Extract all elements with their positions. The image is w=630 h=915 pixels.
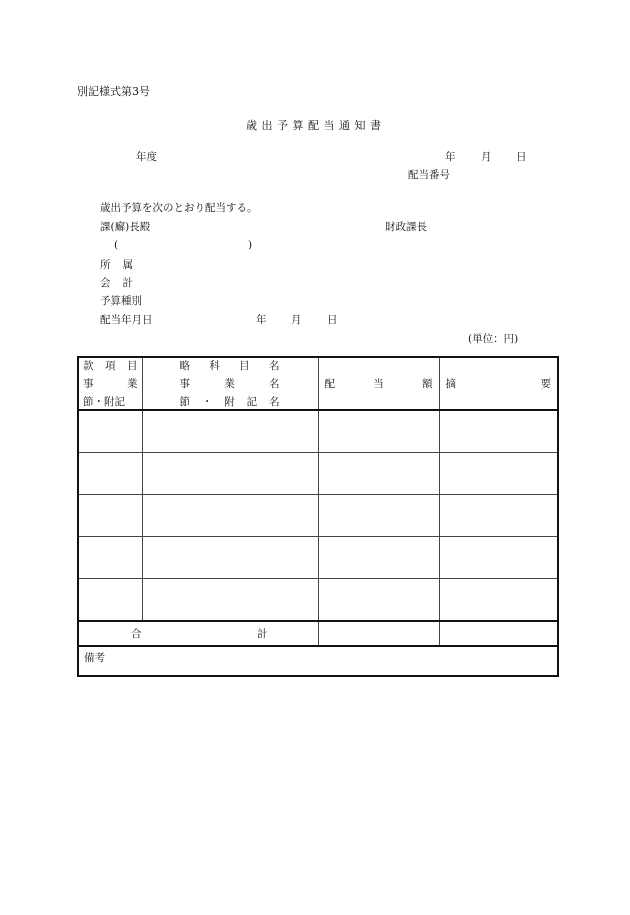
- table-header-row: [78, 357, 558, 410]
- remarks-cell[interactable]: [78, 646, 558, 676]
- table-cell[interactable]: [78, 410, 142, 453]
- table-cell[interactable]: [142, 495, 318, 537]
- paren-open: (: [114, 239, 119, 251]
- total-amount-cell[interactable]: [318, 621, 439, 646]
- remarks-label: 備考: [84, 652, 105, 664]
- table-cell[interactable]: [142, 410, 318, 453]
- allocation-date-day: 日: [327, 314, 338, 326]
- allocation-date-month: 月: [291, 314, 302, 326]
- body-text: 歳出予算を次のとおり配当する。: [100, 202, 258, 214]
- total-row: [78, 621, 558, 646]
- allocation-date-label: 配当年月日: [100, 314, 153, 326]
- table-cell[interactable]: [439, 537, 558, 579]
- table-cell[interactable]: [318, 579, 439, 622]
- total-remarks-cell[interactable]: [439, 621, 558, 646]
- header-item-name: 略 科 目 名 事 業 名 節 ・ 附 記 名: [142, 357, 318, 410]
- header-allocation-amount: 配 当 額: [318, 357, 439, 410]
- paren-close: ): [248, 239, 253, 251]
- date-day-label: 日: [516, 151, 527, 163]
- table-cell[interactable]: [142, 579, 318, 622]
- table-row: [78, 579, 558, 622]
- addressee: 課(廨)長殿: [100, 221, 151, 233]
- table-cell[interactable]: [439, 453, 558, 495]
- table-cell[interactable]: [142, 537, 318, 579]
- table-row: [78, 453, 558, 495]
- fiscal-year-label: 年度: [136, 151, 157, 163]
- table-cell[interactable]: [142, 453, 318, 495]
- form-number: 別記様式第3号: [77, 85, 150, 98]
- header-remarks: 摘 要: [439, 357, 558, 410]
- allocation-table: [77, 356, 559, 677]
- date-year-label: 年: [445, 151, 456, 163]
- affiliation-label: 所 属: [100, 259, 133, 271]
- remarks-row: [78, 646, 558, 676]
- table-cell[interactable]: [318, 495, 439, 537]
- total-label: 合 計: [78, 621, 318, 646]
- table-row: [78, 537, 558, 579]
- table-cell[interactable]: [439, 410, 558, 453]
- allocation-date-year: 年: [256, 314, 267, 326]
- table-cell[interactable]: [78, 453, 142, 495]
- table-cell[interactable]: [78, 537, 142, 579]
- table-cell[interactable]: [78, 495, 142, 537]
- table-row: [78, 410, 558, 453]
- accounting-label: 会 計: [100, 277, 133, 289]
- table-cell[interactable]: [439, 579, 558, 622]
- document-title: 歳 出 予 算 配 当 通 知 書: [246, 119, 382, 132]
- header-kan-kou-moku: 款 項 目 事 業 節・附記: [78, 357, 142, 410]
- table-row: [78, 495, 558, 537]
- allocation-number-label: 配当番号: [408, 169, 450, 181]
- table-cell[interactable]: [439, 495, 558, 537]
- table-cell[interactable]: [78, 579, 142, 622]
- table-cell[interactable]: [318, 410, 439, 453]
- table-cell[interactable]: [318, 453, 439, 495]
- budget-type-label: 予算種別: [100, 295, 142, 307]
- unit-label: (単位：円): [468, 333, 519, 345]
- sender: 財政課長: [385, 221, 427, 233]
- table-cell[interactable]: [318, 537, 439, 579]
- date-month-label: 月: [481, 151, 492, 163]
